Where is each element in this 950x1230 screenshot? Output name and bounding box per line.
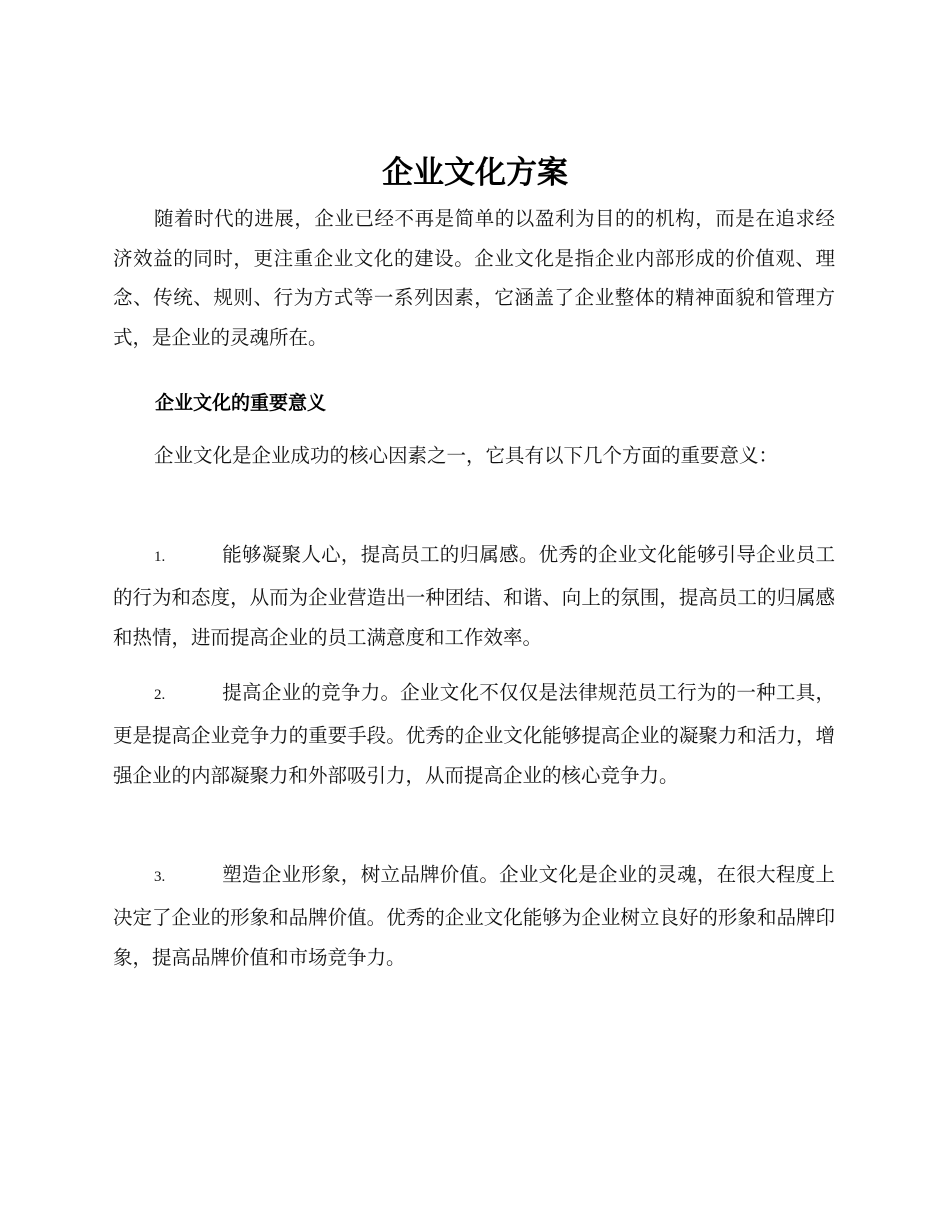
list-item-number: 2. <box>154 687 166 703</box>
list-item-1 <box>113 535 835 659</box>
list-item-2 <box>113 673 835 797</box>
section-heading: 企业文化的重要意义 <box>155 392 327 414</box>
list-item-3 <box>113 855 835 979</box>
intro-paragraph: 随着时代的进展，企业已经不再是简单的以盈利为目的的机构，而是在追求经济效益的同时，更注重企业文化的建设。企业文化是指企业内部形成的价值观、理念、传统、规则、行为方式等一系列因素，它涵盖了企业整体的精神面貌和管理方式，是企业的灵魂所在。 <box>113 207 835 349</box>
document-title: 企业文化方案 <box>382 155 568 191</box>
list-item-text: 塑造企业形象，树立品牌价值。企业文化是企业的灵魂，在很大程度上决定了企业的形象和品牌价值。优秀的企业文化能够为企业树立良好的形象和品牌印象，提高品牌价值和市场竞争力。 <box>113 863 835 969</box>
list-item-text: 提高企业的竞争力。企业文化不仅仅是法律规范员工行为的一种工具，更是提高企业竞争力的重要手段。优秀的企业文化能够提高企业的凝聚力和活力，增强企业的内部凝聚力和外部吸引力，从而提高企业的核心竞争力。 <box>113 681 835 787</box>
section-intro-paragraph: 企业文化是企业成功的核心因素之一，它具有以下几个方面的重要意义： <box>154 444 779 467</box>
list-item-number: 3. <box>154 869 166 885</box>
list-item-text: 能够凝聚人心，提高员工的归属感。优秀的企业文化能够引导企业员工的行为和态度，从而为企业营造出一种团结、和谐、向上的氛围，提高员工的归属感和热情，进而提高企业的员工满意度和工作效率。 <box>113 543 835 649</box>
list-item-number: 1. <box>154 549 166 565</box>
